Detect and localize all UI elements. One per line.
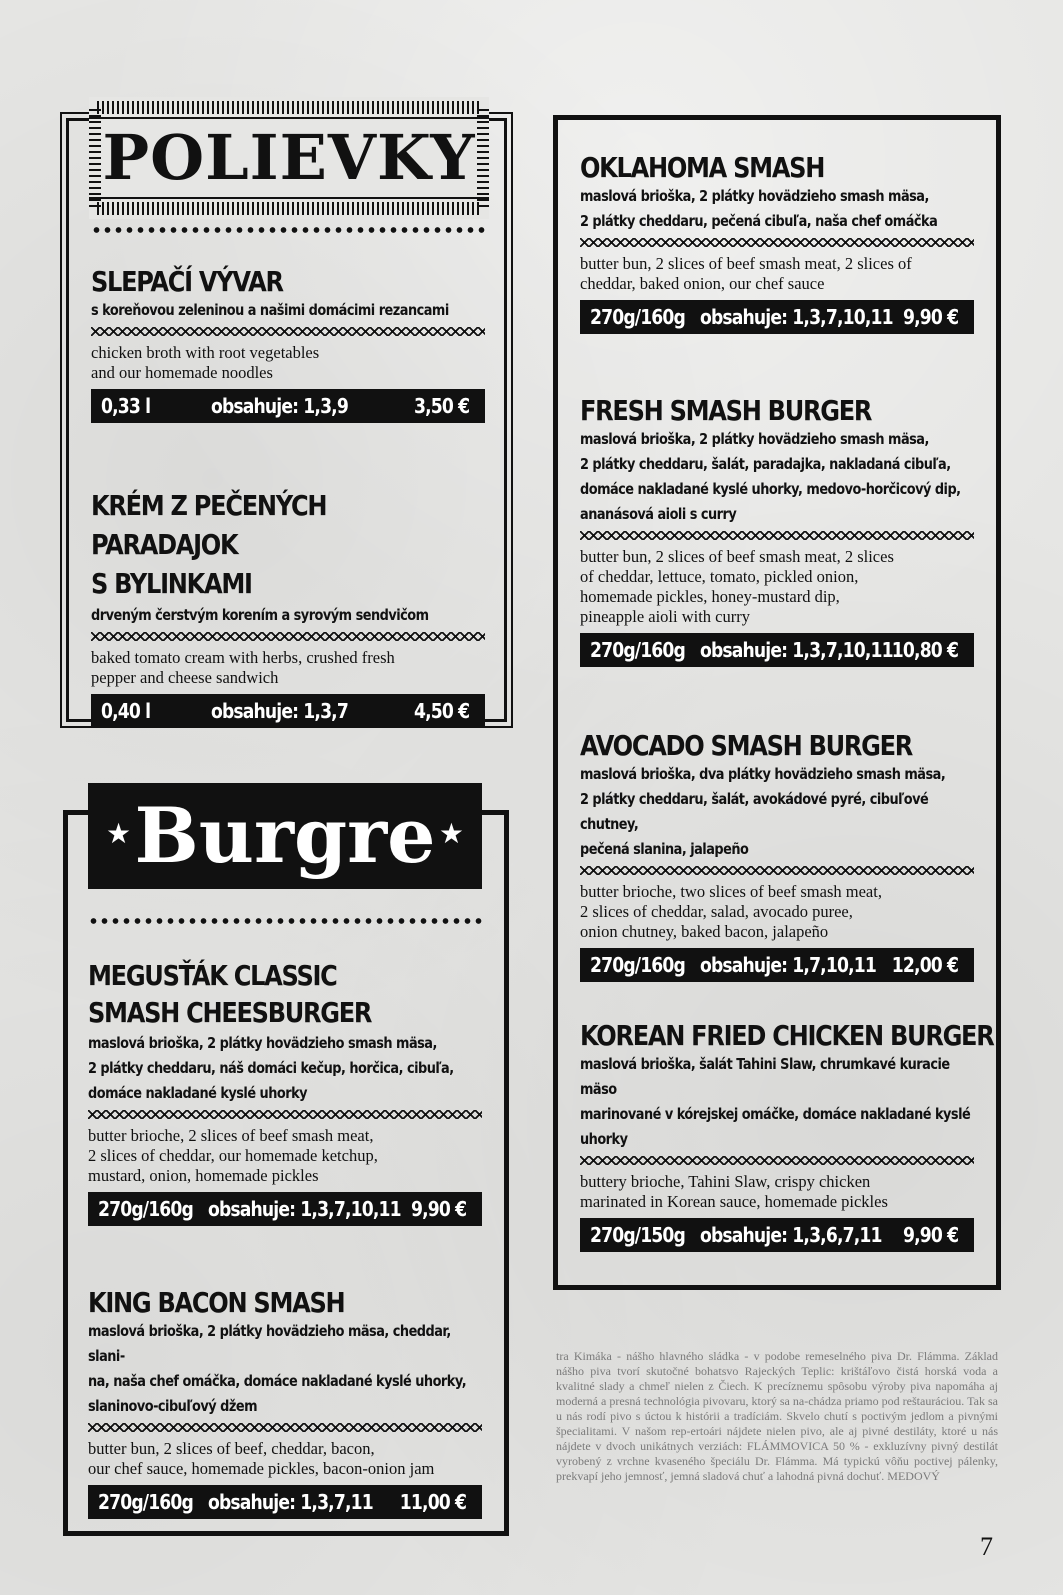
item-allergens: obsahuje: 1,3,7,10,11	[700, 305, 893, 329]
price-bar	[91, 694, 485, 728]
zigzag-divider	[88, 1423, 482, 1433]
item-name: KOREAN FRIED CHICKEN BURGER	[580, 1019, 994, 1052]
burgers-banner	[88, 783, 482, 889]
item-price: 3,50 €	[413, 394, 469, 418]
soups-title: POLIEVKY	[102, 121, 476, 194]
item-description-sk: maslová brioška, dva plátky hovädzieho smash mäsa, 2 plátky cheddaru, šalát, avokádové pyré, cibuľové chutney, pečená slanina, jalapeño	[580, 765, 946, 858]
item-allergens: obsahuje: 1,7,10,11	[700, 953, 876, 977]
item-description-en: butter brioche, 2 slices of beef smash meat, 2 slices of cheddar, our homemade ketchup, mustard, onion, homemade pickles	[88, 1126, 378, 1185]
item-description-en: butter bun, 2 slices of beef, cheddar, bacon, our chef sauce, homemade pickles, bacon-onion jam	[88, 1439, 435, 1478]
item-description-en: buttery brioche, Tahini Slaw, crispy chicken marinated in Korean sauce, homemade pickles	[580, 1172, 888, 1211]
burgers-section-right	[553, 115, 1001, 1290]
menu-item	[580, 730, 974, 982]
item-weight: 270g/160g	[590, 638, 685, 662]
item-weight: 270g/160g	[590, 953, 685, 977]
item-volume: 0,33 l	[101, 394, 151, 418]
item-volume: 0,40 l	[101, 699, 151, 723]
item-description-sk: maslová brioška, šalát Tahini Slaw, chrumkavé kuracie mäso marinované v kórejskej omáčke, domáce nakladané kyslé uhorky	[580, 1055, 971, 1148]
item-price: 9,90 €	[410, 1197, 466, 1221]
brewery-info-text: tra Kimáka - nášho hlavného sládka - v podobe remeselného piva Dr. Flámma. Základ nášho piva tvorí skutočné bohatsvo Rajeckých Teplic: krištáľovo čistá horská voda a kvalitné slady a chmeľ nielen z Čiech. K precíznemu spôsobu výroby piva napomáha aj moderná a presná technológia pivovaru, ktorý sa na-chádza priamo pod reštauráciou. Tak sa u nás rodí pivo s úctou k histórii a tradíciám. Skvelo chutí s poctivým jedlom a pivnými špecialitami. V našom rep-ertoári nájdete nielen pivo, ale aj pivné destiláty, ktoré u nás nájdete v dvoch unikátnych verziách: FLÁMMOVICA 50 % - exkluzívny pivný destilát vyrobený z vrchne kvaseného špeciálu Dr. Flámma. Má typickú vôňu poctivej pálenky, prekvapí jeho jemnosť, jemná sladová chuť a lahodná pivná dochuť. MEDOVÝ	[556, 1349, 998, 1483]
item-name: SLEPAČÍ VÝVAR	[91, 265, 283, 298]
menu-item	[91, 266, 485, 423]
zigzag-divider	[91, 327, 485, 337]
item-name: MEGUSŤÁK CLASSIC SMASH CHEESBURGER	[88, 959, 372, 1029]
item-price: 11,00 €	[399, 1490, 466, 1514]
burgers-title: Burgre	[134, 791, 436, 880]
item-name: AVOCADO SMASH BURGER	[580, 729, 913, 762]
item-weight: 270g/160g	[98, 1490, 193, 1514]
dotted-divider	[88, 917, 482, 925]
item-description-en: chicken broth with root vegetables and our homemade noodles	[91, 343, 320, 382]
item-allergens: obsahuje: 1,3,9	[211, 394, 348, 418]
item-allergens: obsahuje: 1,3,7,10,11	[208, 1197, 401, 1221]
item-description-en: baked tomato cream with herbs, crushed fresh pepper and cheese sandwich	[91, 648, 395, 687]
item-description-sk: maslová brioška, 2 plátky hovädzieho smash mäsa, 2 plátky cheddaru, pečená cibuľa, naša chef omáčka	[580, 187, 938, 230]
zigzag-divider	[580, 1156, 974, 1166]
item-price: 4,50 €	[413, 699, 469, 723]
zigzag-divider	[580, 866, 974, 876]
zigzag-divider	[88, 1110, 482, 1120]
price-bar	[580, 1218, 974, 1252]
item-description-sk: maslová brioška, 2 plátky hovädzieho smash mäsa, 2 plátky cheddaru, náš domáci kečup, horčica, cibuľa, domáce nakladané kyslé uhorky	[88, 1034, 454, 1102]
price-bar	[88, 1485, 482, 1519]
item-description-en: butter brioche, two slices of beef smash meat, 2 slices of cheddar, salad, avocado puree, onion chutney, baked bacon, jalapeño	[580, 882, 882, 941]
item-description-en: butter bun, 2 slices of beef smash meat, 2 slices of cheddar, baked onion, our chef sauce	[580, 254, 912, 293]
item-description-sk: maslová brioška, 2 plátky hovädzieho mäsa, cheddar, slani- na, naša chef omáčka, domáce nakladané kyslé uhorky, slaninovo-cibuľový džem	[88, 1322, 467, 1415]
dotted-divider	[91, 226, 485, 234]
menu-item	[580, 395, 974, 667]
menu-item	[580, 152, 974, 334]
item-price: 10,80 €	[891, 638, 958, 662]
soups-section	[66, 118, 507, 722]
zigzag-divider	[91, 632, 485, 642]
item-allergens: obsahuje: 1,3,6,7,11	[700, 1223, 882, 1247]
item-price: 12,00 €	[891, 953, 958, 977]
price-bar	[88, 1192, 482, 1226]
star-icon: ★	[438, 819, 464, 850]
item-weight: 270g/160g	[590, 305, 685, 329]
item-weight: 270g/150g	[590, 1223, 685, 1247]
item-description-sk: s koreňovou zeleninou a našimi domácimi rezancami	[91, 301, 449, 319]
item-name: OKLAHOMA SMASH	[580, 151, 825, 184]
item-allergens: obsahuje: 1,3,7	[211, 699, 348, 723]
item-allergens: obsahuje: 1,3,7,10,11	[700, 638, 893, 662]
soups-header	[89, 97, 489, 219]
menu-item	[88, 957, 482, 1226]
item-weight: 270g/160g	[98, 1197, 193, 1221]
menu-item	[88, 1287, 482, 1519]
item-name: FRESH SMASH BURGER	[580, 394, 872, 427]
price-bar	[580, 300, 974, 334]
price-bar	[580, 633, 974, 667]
item-price: 9,90 €	[902, 305, 958, 329]
price-bar	[91, 389, 485, 423]
item-description-sk: drveným čerstvým korením a syrovým sendvičom	[91, 606, 429, 624]
item-description-en: butter bun, 2 slices of beef smash meat, 2 slices of cheddar, lettuce, tomato, pickled onion, homemade pickles, honey-mustard dip, pineapple aioli with curry	[580, 547, 894, 626]
menu-item	[580, 1019, 994, 1252]
zigzag-divider	[580, 238, 974, 248]
item-allergens: obsahuje: 1,3,7,11	[208, 1490, 373, 1514]
price-bar	[580, 948, 974, 982]
burgers-section-left	[63, 791, 509, 1536]
menu-item	[91, 486, 485, 728]
star-icon: ★	[106, 819, 132, 850]
item-name: KRÉM Z PEČENÝCH PARADAJOK S BYLINKAMI	[91, 489, 327, 600]
item-price: 9,90 €	[902, 1223, 958, 1247]
zigzag-divider	[580, 531, 974, 541]
page-number: 7	[980, 1532, 993, 1561]
item-name: KING BACON SMASH	[88, 1286, 345, 1319]
item-description-sk: maslová brioška, 2 plátky hovädzieho smash mäsa, 2 plátky cheddaru, šalát, paradajka, nakladaná cibuľa, domáce nakladané kyslé uhorky, medovo-horčicový dip, ananásová aioli s curry	[580, 430, 961, 523]
